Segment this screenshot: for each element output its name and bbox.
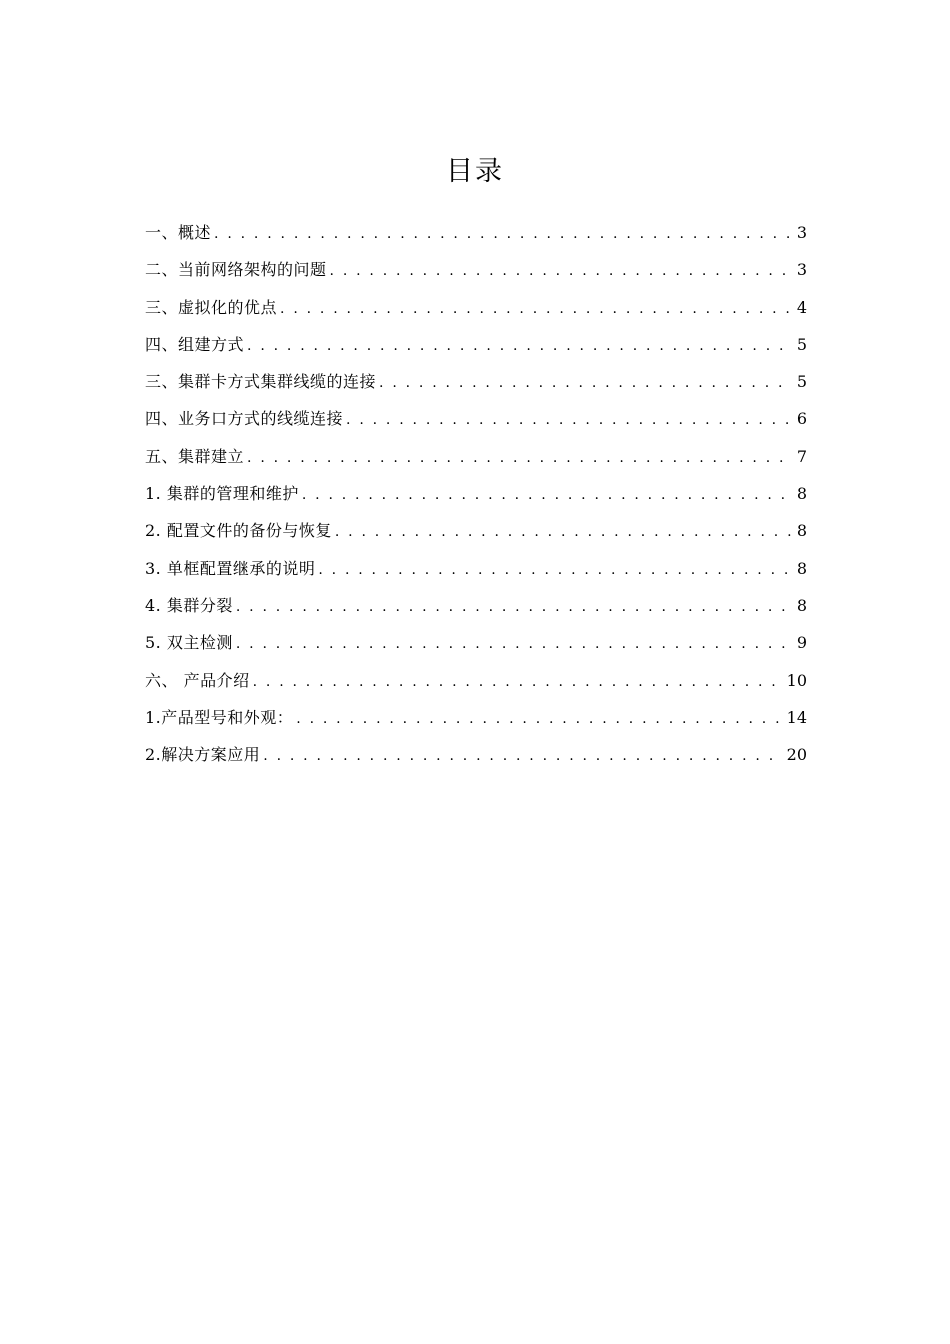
toc-entry-page: 3	[796, 260, 807, 280]
toc-entry-page: 8	[796, 521, 807, 541]
toc-entry[interactable]	[145, 289, 807, 326]
toc-entry-page: 5	[796, 372, 807, 392]
toc-dot-leader	[253, 664, 781, 701]
toc-dot-leader	[247, 328, 791, 365]
toc-entry-page: 4	[796, 297, 807, 317]
toc-entry[interactable]	[145, 214, 807, 251]
toc-entry-label: 4. 集群分裂	[145, 595, 233, 615]
toc-entry-label: 1. 集群的管理和维护	[145, 484, 299, 504]
toc-dot-leader	[247, 440, 791, 477]
toc-entry-label: 一、概述	[145, 223, 212, 242]
toc-entry-page: 5	[796, 334, 807, 354]
toc-dot-leader	[263, 738, 780, 775]
toc-dot-leader	[335, 514, 791, 551]
toc-dot-leader	[346, 402, 791, 439]
toc-entry[interactable]	[145, 326, 807, 363]
toc-dot-leader	[379, 365, 791, 402]
toc-entry-page: 8	[796, 595, 807, 615]
toc-entry[interactable]	[145, 587, 807, 624]
toc-entry-page: 3	[796, 223, 807, 242]
toc-entry[interactable]	[145, 438, 807, 475]
toc-entry-page: 9	[796, 633, 807, 653]
toc-entry-label: 二、当前网络架构的问题	[145, 260, 327, 280]
toc-entry-page: 10	[786, 670, 807, 690]
toc-entry-label: 四、业务口方式的线缆连接	[145, 409, 344, 429]
toc-dot-leader	[236, 589, 791, 626]
toc-dot-leader	[236, 626, 791, 663]
toc-dot-leader	[318, 552, 790, 589]
toc-entry-label: 1.产品型号和外观：	[145, 707, 294, 727]
toc-entry[interactable]	[145, 251, 807, 288]
toc-entry-label: 3. 单框配置继承的说明	[145, 558, 316, 578]
toc-entry-label: 六、 产品介绍	[145, 670, 250, 690]
toc-entry-page: 6	[796, 409, 807, 429]
toc-entry[interactable]	[145, 363, 807, 400]
toc-entry-label: 五、集群建立	[145, 446, 245, 466]
toc-entry[interactable]	[145, 475, 807, 512]
toc-title: 目录	[446, 156, 504, 187]
toc-dot-leader	[280, 291, 791, 328]
toc-entry[interactable]	[145, 662, 807, 699]
toc-entry[interactable]	[145, 512, 807, 549]
toc-entry-page: 14	[786, 707, 807, 727]
toc-entry[interactable]	[145, 400, 807, 437]
toc-entry[interactable]	[145, 699, 807, 736]
toc-entry-label: 三、虚拟化的优点	[145, 297, 278, 317]
toc-entry-page: 8	[796, 484, 807, 504]
toc-entry-page: 20	[786, 745, 807, 765]
toc-entry-page: 7	[796, 446, 807, 466]
toc-dot-leader	[330, 253, 791, 290]
toc-entry[interactable]	[145, 624, 807, 661]
toc-entry-label: 5. 双主检测	[145, 633, 233, 653]
toc-list	[145, 214, 807, 773]
toc-entry-label: 四、组建方式	[145, 334, 245, 354]
toc-entry-page: 8	[796, 558, 807, 578]
toc-entry[interactable]	[145, 736, 807, 773]
toc-dot-leader	[296, 701, 780, 738]
toc-dot-leader	[302, 477, 791, 514]
toc-dot-leader	[214, 216, 791, 253]
toc-entry-label: 2.解决方案应用	[145, 745, 261, 765]
toc-entry-label: 2. 配置文件的备份与恢复	[145, 521, 332, 541]
toc-entry[interactable]	[145, 550, 807, 587]
toc-entry-label: 三、集群卡方式集群线缆的连接	[145, 372, 377, 392]
